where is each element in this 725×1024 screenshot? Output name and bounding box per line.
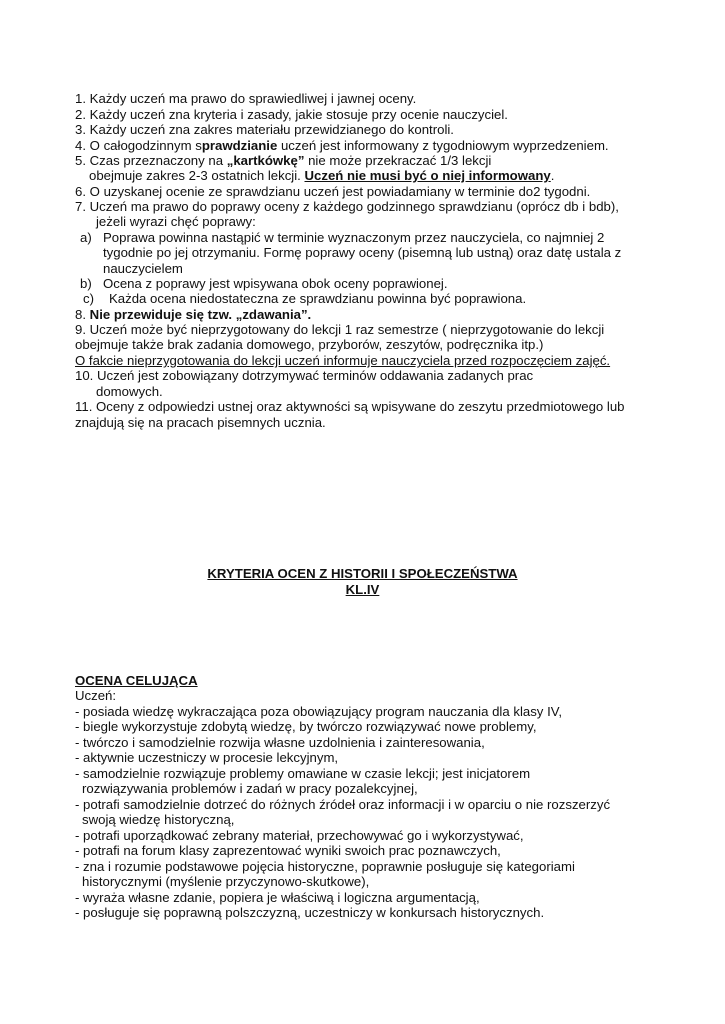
rule-5: 5. Czas przeznaczony na „kartkówkę” nie może przekraczać 1/3 lekcji [75,153,492,168]
criteria-item: - wyraża własne zdanie, popiera je właściwą i logiczna argumentacją, [75,890,480,905]
criteria-item: - potrafi na forum klasy zaprezentować wyniki swoich prac poznawczych, [75,843,501,858]
rule-7b: Ocena z poprawy jest wpisywana obok oceny poprawionej. [103,276,448,291]
rule-7a-label: a) [80,230,92,245]
criteria-item: - potrafi uporządkować zebrany materiał, przechowywać go i wykorzystywać, [75,828,524,843]
rule-7a-line2: tygodnie po jej otrzymaniu. Formę poprawy oceny (pisemną lub ustną) oraz datę ustala z [103,245,622,260]
page-title: KRYTERIA OCEN Z HISTORII I SPOŁECZEŃSTWA [207,566,518,581]
rule-2: 2. Każdy uczeń zna kryteria i zasady, jakie stosuje przy ocenie nauczyciel. [75,107,508,122]
rule-11-line2: znajdują się na pracach pisemnych ucznia. [75,415,326,430]
rule-9-line1: 9. Uczeń może być nieprzygotowany do lekcji 1 raz semestrze ( nieprzygotowanie do lekcji [75,322,605,337]
rule-7a-line3: nauczycielem [103,261,183,276]
class-label: KL.IV [345,582,380,597]
rule-7a-line1: Poprawa powinna nastąpić w terminie wyznaczonym przez nauczyciela, co najmniej 2 [103,230,605,245]
criteria-item: - samodzielnie rozwiązuje problemy omawiane w czasie lekcji; jest inicjatorem [75,766,531,781]
criteria-item: - potrafi samodzielnie dotrzeć do różnych źródeł oraz informacji i w oparciu o nie rozszerzyć [75,797,611,812]
rule-7c-label: c) [83,291,94,306]
criteria-item: - posiada wiedzę wykraczająca poza obowiązujący program nauczania dla klasy IV, [75,704,562,719]
rule-7b-label: b) [80,276,92,291]
criteria-item: - biegle wykorzystuje zdobytą wiedzę, by twórczo rozwiązywać nowe problemy, [75,719,537,734]
criteria-item: - aktywnie uczestniczy w procesie lekcyjnym, [75,750,339,765]
rule-10-line2: domowych. [96,384,163,399]
criteria-item: - zna i rozumie podstawowe pojęcia historyczne, poprawnie posługuje się kategoriami [75,859,575,874]
rule-7c: Każda ocena niedostateczna ze sprawdzianu powinna być poprawiona. [109,291,527,306]
rule-6: 6. O uzyskanej ocenie ze sprawdzianu uczeń jest powiadamiany w terminie do2 tygodni. [75,184,591,199]
rule-4: 4. O całogodzinnym sprawdzianie uczeń jest informowany z tygodniowym wyprzedzeniem. [75,138,609,153]
rule-1: 1. Każdy uczeń ma prawo do sprawiedliwej i jawnej oceny. [75,91,417,106]
rule-3: 3. Każdy uczeń zna zakres materiału przewidzianego do kontroli. [75,122,454,137]
rule-8: 8. Nie przewiduje się tzw. „zdawania”. [75,307,312,322]
rule-7-continuation: jeżeli wyrazi chęć poprawy: [96,214,256,229]
grade-intro: Uczeń: [75,688,117,703]
criteria-item: - twórczo i samodzielnie rozwija własne uzdolnienia i zainteresowania, [75,735,485,750]
rule-5-continuation: obejmuje zakres 2-3 ostatnich lekcji. Uczeń nie musi być o niej informowany. [89,168,555,183]
criteria-item: - posługuje się poprawną polszczyzną, uczestniczy w konkursach historycznych. [75,905,545,920]
rule-7: 7. Uczeń ma prawo do poprawy oceny z każdego godzinnego sprawdzianu (oprócz db i bdb), [75,199,619,214]
rule-10-line1: 10. Uczeń jest zobowiązany dotrzymywać terminów oddawania zadanych prac [75,368,534,383]
criteria-item-continuation: rozwiązywania problemów i zadań w pracy pozalekcyjnej, [82,781,418,796]
criteria-item-continuation: historycznymi (myślenie przyczynowo-skutkowe), [82,874,370,889]
rule-9-line3: O fakcie nieprzygotowania do lekcji uczeń informuje nauczyciela przed rozpoczęciem zajęć. [75,353,611,368]
rule-9-line2: obejmuje także brak zadania domowego, przyborów, zeszytów, podręcznika itp.) [75,337,544,352]
grade-title: OCENA CELUJĄCA [75,673,198,688]
criteria-item-continuation: swoją wiedzę historyczną, [82,812,235,827]
rule-11-line1: 11. Oceny z odpowiedzi ustnej oraz aktywności są wpisywane do zeszytu przedmiotowego lub [75,399,625,414]
